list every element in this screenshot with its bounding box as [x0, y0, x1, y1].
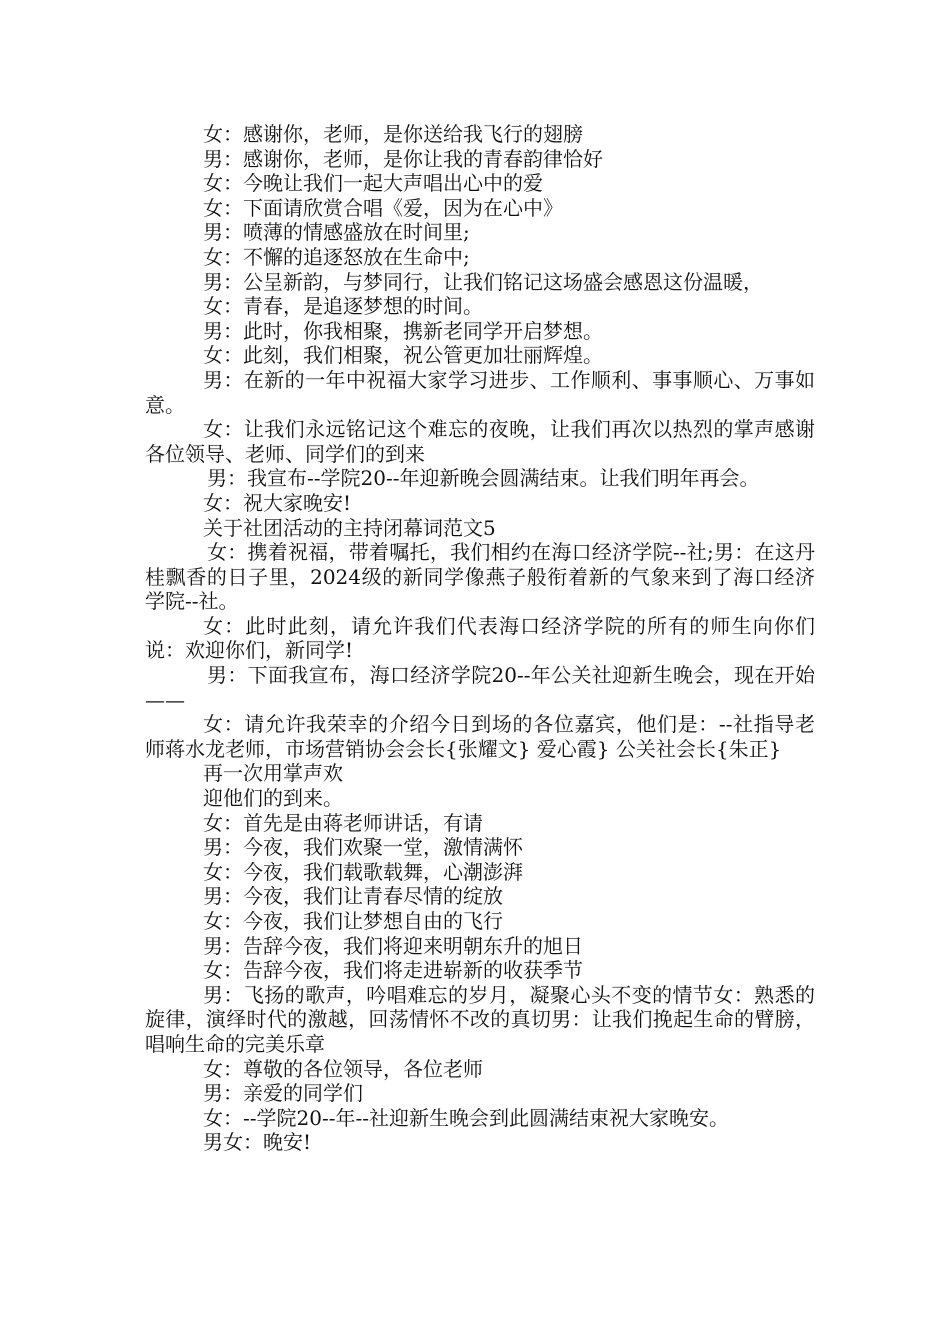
- paragraph: 男：飞扬的歌声，吟唱难忘的岁月，凝聚心头不变的情节女：熟悉的旋律，演绎时代的激越，回荡情怀不改的真切男：让我们挽起生命的臂膀，唱响生命的完美乐章: [145, 982, 815, 1056]
- paragraph: 女：尊敬的各位领导，各位老师: [203, 1056, 483, 1081]
- paragraph: 男：喷薄的情感盛放在时间里;: [203, 220, 470, 245]
- paragraph: 迎他们的到来。: [203, 786, 343, 811]
- paragraph: 再一次用掌声欢: [203, 761, 343, 786]
- paragraph: 男：公呈新韵，与梦同行，让我们铭记这场盛会感恩这份温暖，: [203, 269, 763, 294]
- paragraph: 男：感谢你，老师，是你让我的青春韵律恰好: [203, 146, 603, 171]
- paragraph: 女：告辞今夜，我们将走进崭新的收获季节: [203, 958, 583, 983]
- paragraph: 女：--学院20--年--社迎新生晚会到此圆满结束祝大家晚安。: [203, 1105, 729, 1130]
- paragraph: 女：下面请欣赏合唱《爱，因为在心中》: [203, 195, 563, 220]
- paragraph: 女：此时此刻，请允许我们代表海口经济学院的所有的师生向你们说：欢迎你们，新同学!: [145, 613, 815, 663]
- paragraph: 男：下面我宣布，海口经济学院20--年公关社迎新生晚会，现在开始——: [145, 663, 815, 712]
- paragraph: 女：今晚让我们一起大声唱出心中的爱: [203, 171, 543, 196]
- paragraph: 女：首先是由蒋老师讲话，有请: [203, 810, 483, 835]
- paragraph: 女：祝大家晚安!: [203, 490, 352, 515]
- paragraph: 男：今夜，我们欢聚一堂，激情满怀: [203, 835, 523, 860]
- paragraph: 女：携着祝福，带着嘱托，我们相约在海口经济学院--社;男：在这丹桂飘香的日子里，2024级的新同学像燕子般衔着新的气象来到了海口经济学院--社。: [145, 540, 815, 614]
- section-heading: 关于社团活动的主持闭幕词范文5: [203, 515, 496, 540]
- paragraph: 女：不懈的追逐怒放在生命中;: [203, 244, 470, 269]
- paragraph: 女：此刻，我们相聚，祝公管更加壮丽辉煌。: [203, 343, 603, 368]
- paragraph: 女：青春，是追逐梦想的时间。: [203, 294, 483, 319]
- paragraph: 男女：晚安!: [203, 1130, 312, 1155]
- paragraph: 女：今夜，我们载歌载舞，心潮澎湃: [203, 859, 523, 884]
- paragraph: 女：今夜，我们让梦想自由的飞行: [203, 909, 503, 933]
- paragraph: 男：在新的一年中祝福大家学习进步、工作顺利、事事顺心、万事如意。: [145, 367, 815, 417]
- paragraph: 男：此时，你我相聚，携新老同学开启梦想。: [203, 318, 603, 343]
- paragraph: 男：亲爱的同学们: [203, 1081, 363, 1106]
- paragraph: 男：今夜，我们让青春尽情的绽放: [203, 884, 503, 909]
- paragraph: 女：请允许我荣幸的介绍今日到场的各位嘉宾，他们是：--社指导老师蒋水龙老师，市场营销协会会长{张耀文} 爱心霞} 公关社会长{朱正}: [145, 712, 815, 761]
- paragraph: 男：我宣布--学院20--年迎新晚会圆满结束。让我们明年再会。: [207, 466, 760, 491]
- paragraph: 女：让我们永远铭记这个难忘的夜晚，让我们再次以热烈的掌声感谢各位领导、老师、同学们的到来: [145, 417, 815, 466]
- document-body: [145, 122, 815, 1155]
- paragraph: 男：告辞今夜，我们将迎来明朝东升的旭日: [203, 933, 583, 958]
- paragraph: 女：感谢你，老师，是你送给我飞行的翅膀: [203, 122, 583, 146]
